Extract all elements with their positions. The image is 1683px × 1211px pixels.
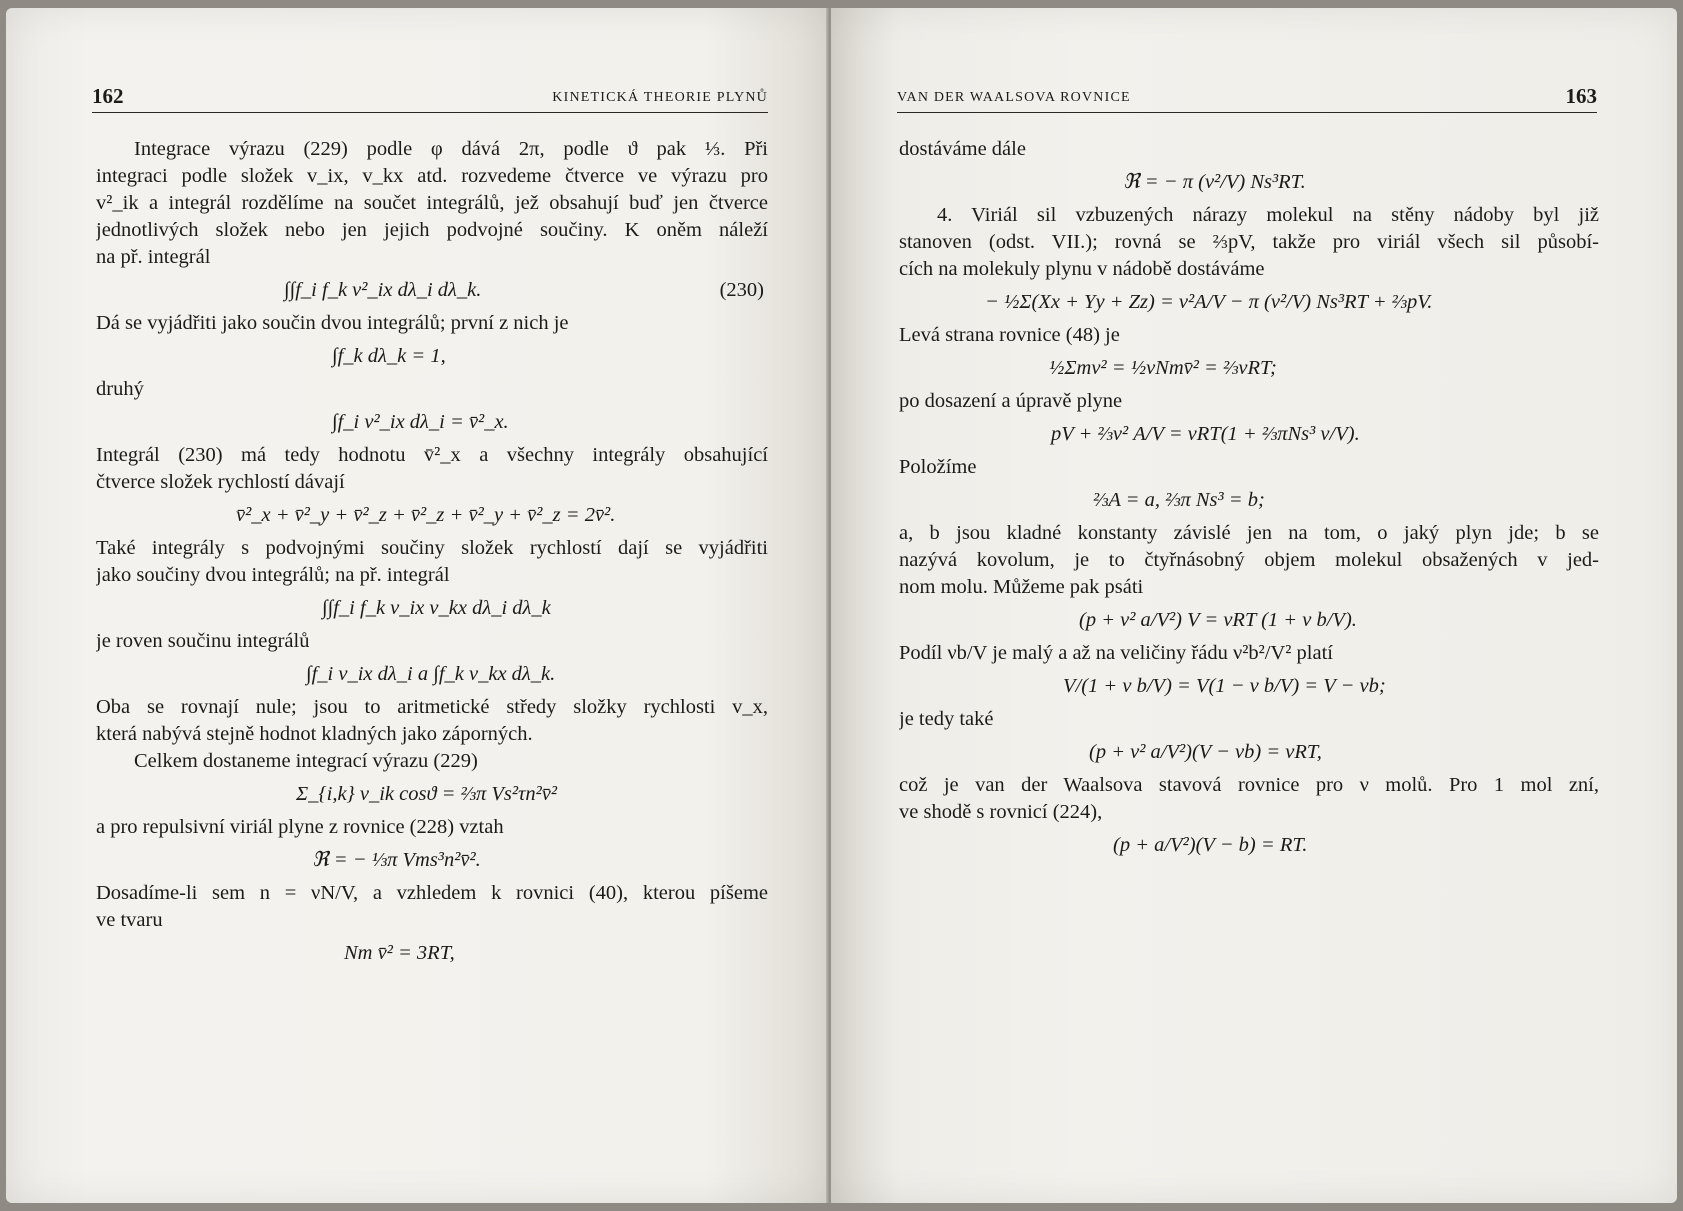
text-line: na př. integrál — [96, 246, 211, 268]
equation-text: Nm v̄² = 3RT, — [344, 942, 455, 964]
equation — [96, 661, 768, 688]
right-running-title: VAN DER WAALSOVA ROVNICE — [897, 90, 1131, 105]
right-page — [831, 8, 1677, 1203]
equation — [899, 289, 1599, 316]
text-line: integraci podle složek v_ix, v_kx atd. rozvedeme čtverce ve výrazu pro — [96, 165, 768, 187]
equation-text: Σ_{i,k} v_ik cosϑ = ⅔π Vs²τn²v̄² — [296, 783, 558, 805]
equation — [96, 409, 768, 436]
equation — [899, 739, 1599, 766]
text-line: a, b jsou kladné konstanty závislé jen na tom, o jaký plyn jde; b se — [899, 522, 1599, 544]
text-line: Dá se vyjádřiti jako součin dvou integrálů; první z nich je — [96, 312, 569, 334]
text-line: je roven součinu integrálů — [96, 630, 310, 652]
equation — [96, 847, 768, 874]
text-line: stanoven (odst. VII.); rovná se ⅔pV, takže pro viriál všech sil působí- — [899, 231, 1599, 253]
equation — [899, 355, 1599, 382]
equation-text: ⅔A = a, ⅔π Ns³ = b; — [1093, 489, 1265, 511]
right-running-head — [897, 82, 1597, 113]
equation — [899, 487, 1599, 514]
equation-text: ℜ = − π (ν²/V) Ns³RT. — [1123, 171, 1306, 193]
equation-text: v̄²_x + v̄²_y + v̄²_z + v̄²_z + v̄²_y + v̄²_z = 2v̄². — [236, 504, 616, 526]
equation-text: (p + a/V²)(V − b) = RT. — [1113, 834, 1308, 856]
text-line: nazývá kovolum, je to čtyřnásobný objem molekul obsažených v jed- — [899, 549, 1599, 571]
text-line: Integrace výrazu (229) podle φ dává 2π, podle ϑ pak ⅓. Při — [134, 138, 768, 160]
equation — [899, 673, 1599, 700]
left-running-head — [92, 82, 768, 113]
text-line: je tedy také — [899, 708, 994, 730]
right-page-body — [899, 136, 1599, 865]
text-line: Také integrály s podvojnými součiny složek rychlostí dají se vyjádřiti — [96, 537, 768, 559]
text-line: jednotlivých složek nebo jen jejich podvojné součiny. K oněm náleží — [96, 219, 768, 241]
left-page-body — [96, 136, 768, 973]
left-page — [6, 8, 829, 1203]
text-line: druhý — [96, 378, 144, 400]
equation-text: ∫f_i v_ix dλ_i a ∫f_k v_kx dλ_k. — [306, 663, 556, 685]
text-line: nom molu. Můžeme pak psáti — [899, 576, 1144, 598]
text-line: v²_ik a integrál rozdělíme na součet integrálů, jež obsahují buď jen čtverce — [96, 192, 768, 214]
equation-text: (p + ν² a/V²) V = νRT (1 + ν b/V). — [1079, 609, 1357, 631]
equation — [96, 343, 768, 370]
equation-text: (p + ν² a/V²)(V − νb) = νRT, — [1089, 741, 1322, 763]
text-line: Dosadíme-li sem n = νN/V, a vzhledem k rovnici (40), kterou píšeme — [96, 882, 768, 904]
equation — [96, 277, 768, 304]
text-line: Podíl νb/V je malý a až na veličiny řádu ν²b²/V² platí — [899, 642, 1333, 664]
text-line: Integrál (230) má tedy hodnotu v̄²_x a všechny integrály obsahující — [96, 444, 768, 466]
text-line: Oba se rovnají nule; jsou to aritmetické středy složky rychlosti v_x, — [96, 696, 768, 718]
equation — [96, 595, 768, 622]
equation-text: V/(1 + ν b/V) = V(1 − ν b/V) = V − νb; — [1063, 675, 1386, 697]
text-line: 4. Viriál sil vzbuzených nárazy molekul na stěny nádoby byl již — [937, 204, 1599, 226]
text-line: Celkem dostaneme integrací výrazu (229) — [134, 750, 478, 772]
left-page-number: 162 — [92, 84, 124, 108]
equation — [96, 781, 768, 808]
equation-text: ℜ = − ⅓π Vms³n²v̄². — [312, 849, 481, 871]
equation-text: ∫f_i v²_ix dλ_i = v̄²_x. — [332, 411, 509, 433]
right-page-number: 163 — [1565, 84, 1597, 108]
text-line: cích na molekuly plynu v nádobě dostáváme — [899, 258, 1265, 280]
text-line: a pro repulsivní viriál plyne z rovnice (228) vztah — [96, 816, 504, 838]
text-line: ve shodě s rovnicí (224), — [899, 801, 1103, 823]
text-line: což je van der Waalsova stavová rovnice pro ν molů. Pro 1 mol zní, — [899, 774, 1599, 796]
text-line: která nabývá stejně hodnot kladných jako záporných. — [96, 723, 533, 745]
equation-text: ∫∫f_i f_k v²_ix dλ_i dλ_k. — [284, 279, 482, 301]
equation-text: − ½Σ(Xx + Yy + Zz) = ν²A/V − π (ν²/V) Ns³RT + ⅔pV. — [985, 291, 1433, 313]
equation — [899, 832, 1599, 859]
text-line: dostáváme dále — [899, 138, 1026, 160]
equation-text: ½Σmv² = ½νNmv̄² = ⅔νRT; — [1049, 357, 1277, 379]
equation-text: pV + ⅔ν² A/V = νRT(1 + ⅔πNs³ ν/V). — [1051, 423, 1360, 445]
equation — [96, 940, 768, 967]
equation-text: ∫∫f_i f_k v_ix v_kx dλ_i dλ_k — [322, 597, 551, 619]
text-line: Levá strana rovnice (48) je — [899, 324, 1120, 346]
equation — [899, 421, 1599, 448]
equation — [96, 502, 768, 529]
text-line: po dosazení a úpravě plyne — [899, 390, 1123, 412]
equation — [899, 607, 1599, 634]
left-running-title: KINETICKÁ THEORIE PLYNŮ — [552, 90, 768, 105]
text-line: ve tvaru — [96, 909, 163, 931]
equation-text: ∫f_k dλ_k = 1, — [332, 345, 446, 367]
equation-number: (230) — [719, 279, 764, 301]
text-line: Položíme — [899, 456, 977, 478]
equation — [899, 169, 1599, 196]
text-line: čtverce složek rychlostí dávají — [96, 471, 345, 493]
text-line: jako součiny dvou integrálů; na př. integrál — [96, 564, 450, 586]
